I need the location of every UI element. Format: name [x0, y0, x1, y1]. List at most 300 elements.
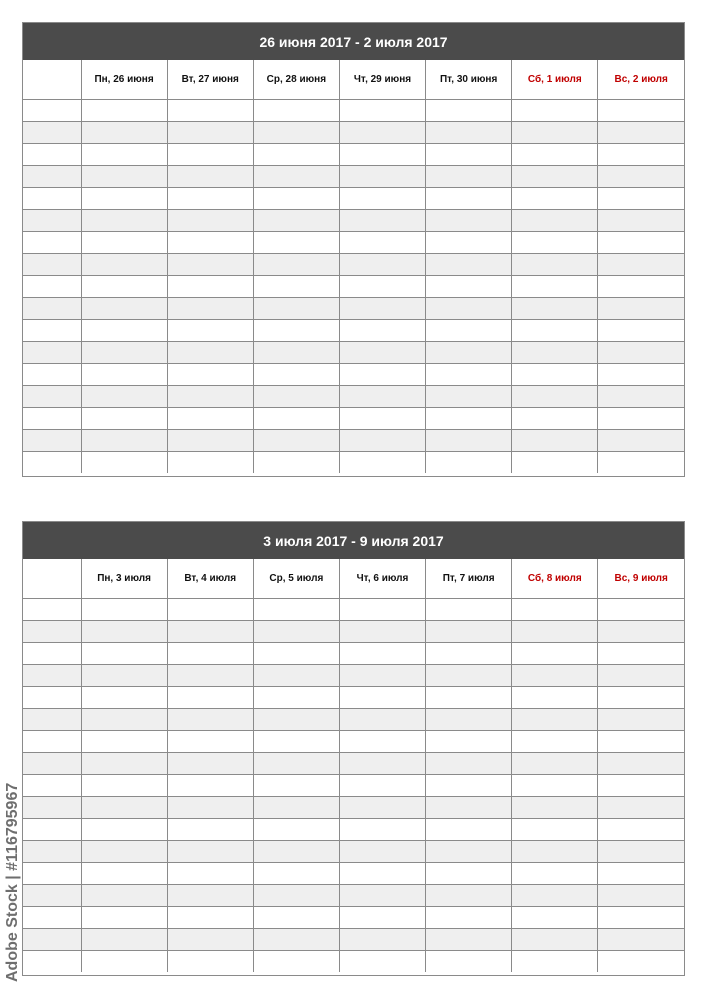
planner-cell[interactable]: [167, 276, 253, 298]
planner-cell[interactable]: [81, 665, 167, 687]
time-slot-cell[interactable]: [23, 386, 81, 408]
planner-cell[interactable]: [167, 100, 253, 122]
planner-cell[interactable]: [81, 254, 167, 276]
week-title: 26 июня 2017 - 2 июля 2017: [23, 23, 684, 60]
planner-cell[interactable]: [598, 863, 684, 885]
planner-cell[interactable]: [81, 709, 167, 731]
planner-cell[interactable]: [426, 643, 512, 665]
planner-cell[interactable]: [167, 863, 253, 885]
planner-cell[interactable]: [81, 599, 167, 621]
planner-cell[interactable]: [167, 731, 253, 753]
planner-cell[interactable]: [426, 863, 512, 885]
planner-cell[interactable]: [339, 320, 425, 342]
planner-cell[interactable]: [167, 841, 253, 863]
planner-cell[interactable]: [512, 408, 598, 430]
day-header-wed: Ср, 28 июня: [253, 60, 339, 100]
planner-cell[interactable]: [81, 100, 167, 122]
planner-cell[interactable]: [167, 386, 253, 408]
planner-cell[interactable]: [512, 364, 598, 386]
planner-cell[interactable]: [598, 731, 684, 753]
planner-cell[interactable]: [339, 166, 425, 188]
planner-cell[interactable]: [339, 298, 425, 320]
planner-cell[interactable]: [253, 621, 339, 643]
planner-cell[interactable]: [253, 320, 339, 342]
planner-cell[interactable]: [167, 210, 253, 232]
time-slot-cell[interactable]: [23, 342, 81, 364]
planner-cell[interactable]: [512, 210, 598, 232]
planner-cell[interactable]: [426, 342, 512, 364]
planner-cell[interactable]: [598, 122, 684, 144]
day-header-sun: Вс, 2 июля: [598, 60, 684, 100]
planner-cell[interactable]: [253, 599, 339, 621]
planner-cell[interactable]: [339, 753, 425, 775]
planner-cell[interactable]: [253, 929, 339, 951]
planner-cell[interactable]: [167, 430, 253, 452]
time-slot-cell[interactable]: [23, 687, 81, 709]
planner-cell[interactable]: [512, 386, 598, 408]
planner-cell[interactable]: [512, 342, 598, 364]
planner-cell[interactable]: [253, 753, 339, 775]
planner-cell[interactable]: [512, 841, 598, 863]
planner-cell[interactable]: [339, 100, 425, 122]
planner-cell[interactable]: [253, 100, 339, 122]
planner-cell[interactable]: [167, 254, 253, 276]
planner-cell[interactable]: [598, 665, 684, 687]
time-slot-cell[interactable]: [23, 408, 81, 430]
planner-cell[interactable]: [253, 298, 339, 320]
planner-cell[interactable]: [512, 863, 598, 885]
time-slot-cell[interactable]: [23, 731, 81, 753]
planner-cell[interactable]: [512, 100, 598, 122]
planner-cell[interactable]: [598, 907, 684, 929]
day-header-tue: Вт, 27 июня: [167, 60, 253, 100]
time-slot-cell[interactable]: [23, 430, 81, 452]
planner-cell[interactable]: [426, 452, 512, 474]
planner-cell[interactable]: [598, 320, 684, 342]
time-slot-cell[interactable]: [23, 929, 81, 951]
planner-cell[interactable]: [339, 709, 425, 731]
planner-cell[interactable]: [167, 621, 253, 643]
planner-cell[interactable]: [426, 687, 512, 709]
planner-row: [23, 687, 684, 709]
planner-cell[interactable]: [167, 232, 253, 254]
planner-cell[interactable]: [81, 386, 167, 408]
planner-cell[interactable]: [167, 408, 253, 430]
planner-cell[interactable]: [512, 599, 598, 621]
time-slot-cell[interactable]: [23, 841, 81, 863]
planner-cell[interactable]: [598, 753, 684, 775]
planner-cell[interactable]: [167, 929, 253, 951]
planner-cell[interactable]: [339, 731, 425, 753]
planner-row: [23, 166, 684, 188]
planner-cell[interactable]: [253, 364, 339, 386]
planner-cell[interactable]: [339, 364, 425, 386]
planner-cell[interactable]: [253, 951, 339, 973]
planner-cell[interactable]: [512, 753, 598, 775]
planner-cell[interactable]: [81, 687, 167, 709]
planner-cell[interactable]: [167, 320, 253, 342]
planner-cell[interactable]: [512, 775, 598, 797]
planner-cell[interactable]: [339, 665, 425, 687]
planner-cell[interactable]: [253, 709, 339, 731]
planner-cell[interactable]: [339, 929, 425, 951]
planner-cell[interactable]: [512, 320, 598, 342]
planner-cell[interactable]: [339, 621, 425, 643]
planner-cell[interactable]: [426, 819, 512, 841]
time-slot-cell[interactable]: [23, 797, 81, 819]
planner-cell[interactable]: [426, 386, 512, 408]
planner-cell[interactable]: [426, 621, 512, 643]
planner-cell[interactable]: [339, 841, 425, 863]
planner-cell[interactable]: [167, 122, 253, 144]
planner-cell[interactable]: [167, 298, 253, 320]
planner-row: [23, 599, 684, 621]
planner-cell[interactable]: [81, 298, 167, 320]
planner-cell[interactable]: [81, 408, 167, 430]
planner-cell[interactable]: [81, 951, 167, 973]
planner-cell[interactable]: [81, 885, 167, 907]
planner-cell[interactable]: [339, 408, 425, 430]
planner-cell[interactable]: [512, 122, 598, 144]
planner-cell[interactable]: [167, 907, 253, 929]
planner-cell[interactable]: [598, 929, 684, 951]
planner-cell[interactable]: [339, 122, 425, 144]
time-slot-cell[interactable]: [23, 100, 81, 122]
planner-cell[interactable]: [81, 643, 167, 665]
time-slot-cell[interactable]: [23, 775, 81, 797]
planner-cell[interactable]: [339, 276, 425, 298]
planner-cell[interactable]: [598, 276, 684, 298]
time-slot-cell[interactable]: [23, 364, 81, 386]
planner-cell[interactable]: [253, 122, 339, 144]
planner-cell[interactable]: [339, 797, 425, 819]
planner-cell[interactable]: [81, 841, 167, 863]
planner-cell[interactable]: [253, 797, 339, 819]
time-slot-cell[interactable]: [23, 144, 81, 166]
planner-cell[interactable]: [167, 643, 253, 665]
planner-cell[interactable]: [253, 775, 339, 797]
planner-row: [23, 951, 684, 973]
planner-cell[interactable]: [512, 166, 598, 188]
planner-cell[interactable]: [81, 210, 167, 232]
time-slot-cell[interactable]: [23, 819, 81, 841]
planner-cell[interactable]: [598, 819, 684, 841]
planner-cell[interactable]: [253, 841, 339, 863]
planner-cell[interactable]: [167, 188, 253, 210]
planner-cell[interactable]: [81, 430, 167, 452]
planner-cell[interactable]: [426, 166, 512, 188]
planner-cell[interactable]: [598, 452, 684, 474]
time-slot-cell[interactable]: [23, 188, 81, 210]
planner-cell[interactable]: [598, 342, 684, 364]
planner-cell[interactable]: [426, 797, 512, 819]
day-header-wed: Ср, 5 июля: [253, 559, 339, 599]
planner-cell[interactable]: [426, 122, 512, 144]
planner-row: [23, 907, 684, 929]
planner-cell[interactable]: [167, 665, 253, 687]
planner-cell[interactable]: [512, 885, 598, 907]
time-slot-cell[interactable]: [23, 621, 81, 643]
planner-cell[interactable]: [512, 452, 598, 474]
planner-cell[interactable]: [253, 386, 339, 408]
planner-cell[interactable]: [598, 599, 684, 621]
planner-cell[interactable]: [512, 907, 598, 929]
planner-cell[interactable]: [512, 254, 598, 276]
planner-cell[interactable]: [253, 452, 339, 474]
planner-cell[interactable]: [339, 452, 425, 474]
planner-cell[interactable]: [512, 298, 598, 320]
planner-cell[interactable]: [512, 276, 598, 298]
planner-cell[interactable]: [339, 232, 425, 254]
planner-cell[interactable]: [426, 731, 512, 753]
day-header-sat: Сб, 8 июля: [512, 559, 598, 599]
planner-cell[interactable]: [426, 276, 512, 298]
planner-cell[interactable]: [81, 342, 167, 364]
planner-cell[interactable]: [81, 320, 167, 342]
time-slot-cell[interactable]: [23, 709, 81, 731]
planner-cell[interactable]: [339, 254, 425, 276]
planner-cell[interactable]: [426, 364, 512, 386]
planner-cell[interactable]: [339, 188, 425, 210]
time-slot-cell[interactable]: [23, 232, 81, 254]
planner-cell[interactable]: [426, 408, 512, 430]
planner-cell[interactable]: [426, 599, 512, 621]
planner-cell[interactable]: [426, 210, 512, 232]
planner-cell[interactable]: [253, 166, 339, 188]
planner-cell[interactable]: [339, 885, 425, 907]
planner-cell[interactable]: [81, 775, 167, 797]
planner-cell[interactable]: [339, 599, 425, 621]
watermark-id: Adobe Stock | #116795967: [4, 782, 21, 982]
planner-cell[interactable]: [81, 166, 167, 188]
planner-cell[interactable]: [167, 885, 253, 907]
planner-cell[interactable]: [426, 320, 512, 342]
planner-cell[interactable]: [598, 709, 684, 731]
planner-cell[interactable]: [426, 430, 512, 452]
planner-cell[interactable]: [426, 298, 512, 320]
planner-cell[interactable]: [253, 276, 339, 298]
planner-cell[interactable]: [598, 951, 684, 973]
day-header-fri: Пт, 30 июня: [426, 60, 512, 100]
day-header-sun: Вс, 9 июля: [598, 559, 684, 599]
planner-cell[interactable]: [598, 298, 684, 320]
planner-cell[interactable]: [512, 665, 598, 687]
planner-cell[interactable]: [339, 144, 425, 166]
planner-cell[interactable]: [167, 452, 253, 474]
planner-cell[interactable]: [339, 386, 425, 408]
planner-cell[interactable]: [81, 753, 167, 775]
time-slot-cell[interactable]: [23, 452, 81, 474]
planner-cell[interactable]: [81, 797, 167, 819]
day-header-mon: Пн, 26 июня: [81, 60, 167, 100]
planner-cell[interactable]: [426, 232, 512, 254]
planner-cell[interactable]: [253, 342, 339, 364]
week-1-planner: [22, 22, 685, 477]
planner-row: [23, 841, 684, 863]
planner-cell[interactable]: [598, 408, 684, 430]
planner-cell[interactable]: [598, 144, 684, 166]
planner-cell[interactable]: [598, 232, 684, 254]
planner-cell[interactable]: [167, 342, 253, 364]
planner-cell[interactable]: [426, 775, 512, 797]
planner-cell[interactable]: [81, 621, 167, 643]
planner-row: [23, 665, 684, 687]
planner-cell[interactable]: [167, 364, 253, 386]
planner-cell[interactable]: [167, 951, 253, 973]
planner-cell[interactable]: [598, 841, 684, 863]
planner-cell[interactable]: [81, 819, 167, 841]
time-slot-cell[interactable]: [23, 643, 81, 665]
planner-cell[interactable]: [598, 166, 684, 188]
planner-cell[interactable]: [81, 929, 167, 951]
planner-row: [23, 819, 684, 841]
planner-cell[interactable]: [167, 797, 253, 819]
time-slot-cell[interactable]: [23, 166, 81, 188]
planner-cell[interactable]: [339, 951, 425, 973]
planner-cell[interactable]: [81, 907, 167, 929]
day-header-thu: Чт, 6 июля: [339, 559, 425, 599]
planner-cell[interactable]: [426, 929, 512, 951]
time-slot-cell[interactable]: [23, 951, 81, 973]
planner-cell[interactable]: [253, 144, 339, 166]
planner-row: [23, 863, 684, 885]
time-slot-cell[interactable]: [23, 320, 81, 342]
planner-cell[interactable]: [339, 210, 425, 232]
planner-cell[interactable]: [81, 188, 167, 210]
planner-cell[interactable]: [512, 188, 598, 210]
planner-cell[interactable]: [81, 863, 167, 885]
planner-cell[interactable]: [253, 863, 339, 885]
planner-cell[interactable]: [598, 210, 684, 232]
time-slot-cell[interactable]: [23, 885, 81, 907]
planner-cell[interactable]: [253, 188, 339, 210]
planner-cell[interactable]: [598, 254, 684, 276]
planner-cell[interactable]: [426, 709, 512, 731]
planner-row: [23, 320, 684, 342]
planner-cell[interactable]: [512, 709, 598, 731]
planner-cell[interactable]: [512, 232, 598, 254]
planner-row: [23, 342, 684, 364]
planner-cell[interactable]: [512, 144, 598, 166]
planner-row: [23, 408, 684, 430]
planner-cell[interactable]: [512, 687, 598, 709]
planner-cell[interactable]: [512, 797, 598, 819]
planner-cell[interactable]: [598, 775, 684, 797]
planner-cell[interactable]: [426, 885, 512, 907]
planner-cell[interactable]: [167, 599, 253, 621]
planner-cell[interactable]: [426, 665, 512, 687]
time-slot-cell[interactable]: [23, 298, 81, 320]
planner-cell[interactable]: [167, 775, 253, 797]
planner-cell[interactable]: [253, 643, 339, 665]
planner-cell[interactable]: [253, 731, 339, 753]
day-header-thu: Чт, 29 июня: [339, 60, 425, 100]
planner-row: [23, 731, 684, 753]
planner-cell[interactable]: [81, 276, 167, 298]
planner-cell[interactable]: [339, 907, 425, 929]
planner-cell[interactable]: [339, 863, 425, 885]
planner-cell[interactable]: [426, 144, 512, 166]
planner-cell[interactable]: [81, 364, 167, 386]
planner-cell[interactable]: [426, 951, 512, 973]
planner-cell[interactable]: [167, 166, 253, 188]
time-slot-cell[interactable]: [23, 254, 81, 276]
planner-cell[interactable]: [339, 430, 425, 452]
planner-cell[interactable]: [339, 775, 425, 797]
planner-cell[interactable]: [426, 841, 512, 863]
planner-cell[interactable]: [167, 687, 253, 709]
planner-cell[interactable]: [81, 144, 167, 166]
planner-cell[interactable]: [253, 232, 339, 254]
planner-cell[interactable]: [598, 386, 684, 408]
planner-cell[interactable]: [512, 731, 598, 753]
time-slot-cell[interactable]: [23, 907, 81, 929]
planner-cell[interactable]: [253, 907, 339, 929]
corner-cell: [23, 60, 81, 100]
planner-cell[interactable]: [512, 643, 598, 665]
planner-cell[interactable]: [167, 144, 253, 166]
planner-cell[interactable]: [598, 643, 684, 665]
planner-cell[interactable]: [598, 687, 684, 709]
planner-cell[interactable]: [512, 951, 598, 973]
planner-cell[interactable]: [598, 100, 684, 122]
planner-cell[interactable]: [598, 885, 684, 907]
planner-cell[interactable]: [167, 753, 253, 775]
planner-cell[interactable]: [512, 430, 598, 452]
planner-cell[interactable]: [253, 819, 339, 841]
planner-cell[interactable]: [253, 210, 339, 232]
planner-cell[interactable]: [167, 819, 253, 841]
planner-cell[interactable]: [253, 885, 339, 907]
planner-cell[interactable]: [598, 797, 684, 819]
planner-cell[interactable]: [339, 687, 425, 709]
planner-cell[interactable]: [598, 188, 684, 210]
planner-cell[interactable]: [426, 907, 512, 929]
planner-cell[interactable]: [426, 753, 512, 775]
time-slot-cell[interactable]: [23, 665, 81, 687]
planner-cell[interactable]: [253, 687, 339, 709]
time-slot-cell[interactable]: [23, 863, 81, 885]
planner-cell[interactable]: [253, 254, 339, 276]
planner-cell[interactable]: [339, 643, 425, 665]
time-slot-cell[interactable]: [23, 122, 81, 144]
planner-row: [23, 232, 684, 254]
time-slot-cell[interactable]: [23, 210, 81, 232]
planner-cell[interactable]: [512, 621, 598, 643]
time-slot-cell[interactable]: [23, 599, 81, 621]
time-slot-cell[interactable]: [23, 753, 81, 775]
planner-cell[interactable]: [253, 430, 339, 452]
planner-cell[interactable]: [426, 100, 512, 122]
planner-cell[interactable]: [426, 254, 512, 276]
planner-cell[interactable]: [81, 731, 167, 753]
planner-cell[interactable]: [81, 452, 167, 474]
planner-cell[interactable]: [339, 819, 425, 841]
planner-cell[interactable]: [512, 929, 598, 951]
time-slot-cell[interactable]: [23, 276, 81, 298]
planner-cell[interactable]: [512, 819, 598, 841]
planner-cell[interactable]: [81, 232, 167, 254]
planner-cell[interactable]: [253, 408, 339, 430]
planner-cell[interactable]: [81, 122, 167, 144]
planner-cell[interactable]: [598, 364, 684, 386]
planner-cell[interactable]: [167, 709, 253, 731]
planner-cell[interactable]: [339, 342, 425, 364]
planner-cell[interactable]: [598, 621, 684, 643]
planner-cell[interactable]: [598, 430, 684, 452]
planner-cell[interactable]: [426, 188, 512, 210]
planner-cell[interactable]: [253, 665, 339, 687]
